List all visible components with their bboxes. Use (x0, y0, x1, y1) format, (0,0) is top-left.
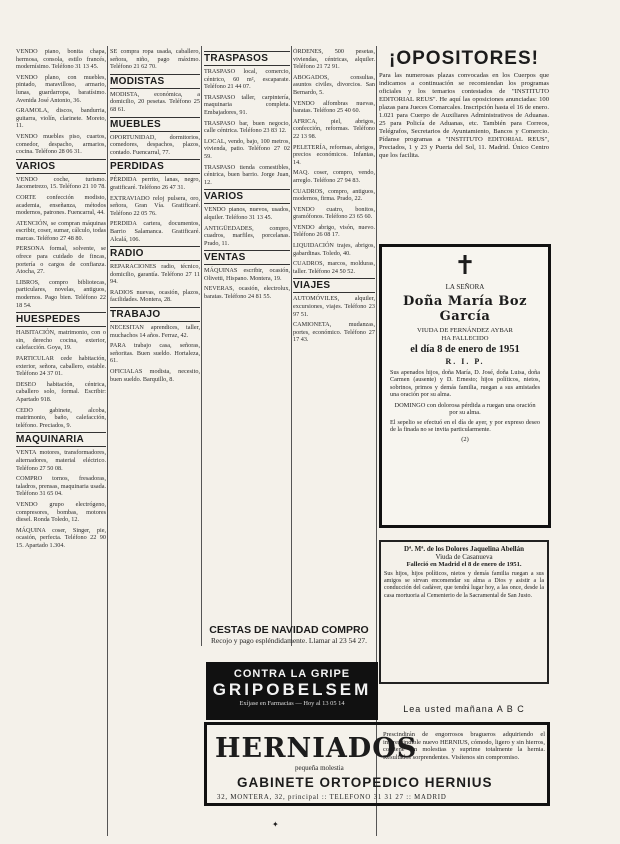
cestas-title: CESTAS DE NAVIDAD COMPRO (209, 624, 369, 636)
classified-ad: AFRICA, piel, abrigos, confección, reformas. Teléfono 22 13 98. (293, 117, 375, 140)
section-heading: TRABAJO (110, 307, 200, 322)
classified-ad: PARTICULAR cede habitación, exterior, señora, caballero, estable. Teléfono 24 37 01. (16, 355, 106, 378)
classified-ad: VENDO grupo electrógeno, compresores, bombas, motores diesel. Ronda Toledo, 12. (16, 500, 106, 524)
section-heading: MAQUINARIA (16, 432, 106, 447)
opositores-body: Para las numerosas plazas convocadas en los Cuerpos que indicamos a continuación se recomiendan los programas oficiales y los temarios contestados de "INSTITUTO EDITORIAL REUS". He aquí las oposiciones anunciadas: 100 plazas para Jueces Comarcales. Inscripción hasta el 16 de enero. 1.021 para Cuerpo de Auxiliares Administrativos de Aduanas. 25 para Policía de Aduanas, etc. También para Correos, Telégrafos, Secretarios de Ayuntamiento, Bancos y Comercio. Pídanse programas a "INSTITUTO EDITORIAL REUS", Preciados, 1 y 23 y Puerta del Sol, 11. Madrid. Único Centro que los facilita. (379, 72, 549, 159)
section-heading: VENTAS (204, 250, 290, 265)
gripo-line1: CONTRA LA GRIPE (233, 668, 351, 680)
obituary-notice-2 (379, 540, 549, 684)
classified-ad: PERSONA formal, solvente, se ofrece para cuidado de fincas, portería o cargos de confianza. Atocha, 27. (16, 245, 106, 276)
classified-ad: MÁQUINAS escribir, ocasión, Olivetti, Hispano. Montera, 19. (204, 267, 290, 282)
classified-ad: VENDO piano, bonita chapa, hermosa, consola, estilo francés, modernísimo. Teléfono 31 13 45. (16, 48, 106, 71)
classified-column-1 (16, 48, 106, 834)
classified-ad: PÉRDIDA perrito, lanas, negro, gratificaré. Teléfono 26 47 31. (110, 176, 200, 191)
classified-ad: VENDO alfombras nuevas, baratas. Teléfono 25 40 60. (293, 99, 375, 115)
column-rule (201, 46, 202, 646)
classified-ad: LIBROS, compro bibliotecas, particulares, novelas, antiguos, modernos. Pago bien. Teléfono 22 18 54. (16, 278, 106, 309)
classified-ad: ÓRDENES, 500 pesetas, viviendas, céntricas, alquiler. Teléfono 21 72 91. (293, 48, 375, 71)
obituary-text: Sus apenados hijos, doña María, D. José, doña Luisa, doña Carmen (ausente) y D. Ernesto; hijos políticos, nietos, sobrinos, primos y demás familia, ruegan a sus amistades una oración por su alma. (390, 369, 540, 399)
classified-ad: TRASPASO tienda comestibles, céntrica, buen barrio. Jorge Juan, 12. (204, 163, 290, 186)
classified-ad: SE compra ropa usada, caballero, señora, niño, pago máximo. Teléfono 21 62 70. (110, 48, 200, 71)
classified-ad: CAMIONETA, mudanzas, portes, económico. Teléfono 27 17 43. (293, 321, 375, 344)
obituary2-sub: Viuda de Casanueva (435, 553, 493, 561)
classified-ad: TRASPASO taller, carpintería, maquinaria completa. Embajadores, 91. (204, 93, 290, 116)
obituary-name: Doña María Boz García (403, 294, 527, 324)
classified-ad: COMPRO tornos, fresadoras, taladros, prensas, maquinaria usada. Teléfono 31 65 04. (16, 475, 106, 498)
hernius-ad (204, 722, 550, 806)
classified-ad: MÁQUINA coser, Singer, pie, ocasión, perfecta. Teléfono 22 90 15. Apartado 1.304. (16, 526, 106, 549)
section-heading: VARIOS (16, 159, 106, 174)
hernius-desc: Prescindirán de engorrosos bragueros adquiriendo el imprescindible nuevo HERNIUS, cómodo, ligero y sin hierros, contiene sin molestias y suprime totalmente la hernia. Resultados sorprendentes. Visítenos sin compromiso. (383, 731, 545, 761)
obituary-code: (2) (461, 436, 469, 444)
gripo-line3: Exíjase en Farmacias — Hoy al 13 05 14 (239, 700, 345, 707)
obituary-intro: LA SEÑORA (445, 283, 485, 291)
gripobelsem-ad (206, 662, 378, 720)
classified-ad: OPORTUNIDAD, dormitorios, comedores, despachos, plazos, contado. Fuencarral, 77. (110, 133, 200, 156)
classified-ad: AUTOMÓVILES, alquiler, excursiones, viajes. Teléfono 23 97 51. (293, 295, 375, 318)
classified-ad: VENDO plano, con muebles, pintado, maravilloso, armario, lunas, guardarropa, baratísimo. Avenida José Antonio, 36. (16, 73, 106, 104)
classified-ad: VENDO cuatro, bonitos, gramófonos. Teléfono 23 65 60. (293, 205, 375, 221)
classified-ad: TRASPASO local, comercio, céntrico, 60 m², escaparate. Teléfono 21 44 07. (204, 68, 290, 91)
obituary-date: el día 8 de enero de 1951 (410, 344, 520, 355)
classified-ad: LIQUIDACIÓN trajes, abrigos, gabardinas. Toledo, 40. (293, 242, 375, 257)
obituary2-date: Falleció en Madrid el 8 de enero de 1951. (406, 561, 522, 568)
section-heading: TRASPASOS (204, 51, 290, 66)
classified-ad: PELETERÍA, reformas, abrigos, precios económicos. Infantas, 14. (293, 143, 375, 166)
gripo-brand: GRIPOBELSEM (212, 680, 372, 699)
hernius-brand: HERNIADOS (215, 733, 418, 764)
column-rule (107, 46, 108, 836)
section-heading: VARIOS (204, 189, 290, 204)
classified-ad: MODISTA, económica, a domicilio, 20 pesetas. Teléfono 25 68 61. (110, 90, 200, 113)
classified-ad: PARA trabajo casa, señoras, señoritas. Buen sueldo. Hortaleza, 61. (110, 342, 200, 365)
classified-ad: CUADROS, marcos, molduras, taller. Teléfono 24 50 52. (293, 260, 375, 275)
obituary-misa: DOMINGO con dolorosa pérdida a ruegan una oración por su alma. (394, 401, 536, 416)
footer-ornament: ✦ (272, 820, 279, 829)
abc-tagline: Lea usted mañana A B C (403, 704, 525, 714)
classified-ad: RADIOS nuevas, ocasión, plazos, facilidades. Montera, 28. (110, 288, 200, 304)
classified-ad: VENDO pianos, nuevos, usados, alquiler. Teléfono 31 13 45. (204, 206, 290, 221)
classified-ad: GRAMOLA, discos, bandurria, guitarra, violín, clarinete. Moreto, 11. (16, 107, 106, 130)
section-heading: MODISTAS (110, 74, 200, 89)
section-heading: VIAJES (293, 278, 375, 293)
obituary2-text: Sus hijos, hijos políticos, nietos y demás familia ruegan a sus amigos se sirvan encomendar su alma a Dios y asistir a la conducción del cadáver, que tendrá lugar hoy, a las once, desde la casa mortuoria al Cementerio de la Sacramental de San Justo. (384, 571, 544, 599)
classified-ad: DESEO habitación, céntrica, caballero solo, formal. Escribir: Apartado 918. (16, 380, 106, 403)
classified-ad: VENDO abrigo, visón, nuevo. Teléfono 26 08 17. (293, 223, 375, 239)
opositores-ad (379, 48, 549, 160)
column-rule (291, 46, 292, 646)
classified-column-3 (204, 48, 290, 648)
classified-ad: OFICIALAS modista, necesito, buen sueldo. Barquillo, 8. (110, 368, 200, 383)
classified-ad: ANTIGÜEDADES, compro, cuadros, marfiles, porcelanas. Prado, 11. (204, 224, 290, 247)
obituary-entierro: El sepelio se efectuó en el día de ayer, y por expreso deseo de la finada no se invita particularmente. (390, 418, 540, 434)
classified-ad: MAQ. coser, compro, vendo, arreglo. Teléfono 27 94 83. (293, 169, 375, 184)
section-heading: PERDIDAS (110, 159, 200, 174)
obituary-notice (379, 244, 551, 528)
classified-ad: CEDO gabinete, alcoba, matrimonio, baño, calefacción, teléfono. Preciados, 9. (16, 406, 106, 429)
classified-ad: PERDIDA cartera, documentos, Barrio Salamanca. Gratificaré. Alcalá, 106. (110, 220, 200, 243)
classified-ad: CORTE confección modisto, academia, enseñanza, métodos modernos, patrones. Fuencarral, 44. (16, 193, 106, 217)
obituary-viuda: VIUDA DE FERNÁNDEZ AYBAR (417, 327, 513, 334)
classified-ad: NEVERAS, ocasión, electrolux, baratas. Teléfono 24 81 55. (204, 285, 290, 301)
classified-ad: ATENCIÓN, se compran máquinas escribir, coser, sumar, cálculo, todas marcas. Teléfono 27 48 80. (16, 219, 106, 242)
hernius-sub: pequeña molestia (295, 764, 344, 772)
classified-ad: CUADROS, compro, antiguos, modernos, firma. Prado, 22. (293, 187, 375, 203)
opositores-title: ¡OPOSITORES! (389, 48, 539, 69)
classified-column-4 (293, 48, 375, 648)
section-heading: RADIO (110, 246, 200, 261)
classified-ad: VENTA motores, transformadores, alternadores, material eléctrico. Teléfono 27 50 08. (16, 449, 106, 472)
classified-ad: LOCAL, vendo, bajo, 100 metros, vivienda, patio. Teléfono 27 02 59. (204, 137, 290, 160)
cross-icon: ✝ (454, 251, 476, 280)
classified-ad: NECESITAN aprendices, taller, muchachos 14 años. Ferraz, 42. (110, 324, 200, 339)
classified-ad: ABOGADOS, consultas, asuntos civiles, divorcios. San Bernardo, 5. (293, 73, 375, 96)
classified-ad: VENDO muebles piso, cuartos, comedor, despacho, armarios, cocina. Teléfono 28 06 31. (16, 132, 106, 156)
obituary-rip: R. I. P. (445, 357, 485, 366)
classified-ad: TRASPASO bar, buen negocio, calle céntrica. Teléfono 23 83 12. (204, 119, 290, 135)
classified-ad: REPARACIONES radio, técnico, domicilio, garantía. Teléfono 27 11 94. (110, 263, 200, 286)
hernius-address: 32, MONTERA, 32, principal :: TELEFONO 31 31 27 :: MADRID (217, 794, 447, 801)
classified-column-2 (110, 48, 200, 648)
hernius-gabinete: GABINETE ORTOPEDICO HERNIUS (237, 775, 493, 790)
classified-ad: HABITACIÓN, matrimonio, con o sin, derecho cocina, exterior, calefacción. Goya, 19. (16, 329, 106, 352)
classified-ad: EXTRAVIADO reloj pulsera, oro, señora, Gran Vía. Gratificaré. Teléfono 22 05 76. (110, 194, 200, 217)
classified-ad: VENDO coche, turismo. Jacometrezo, 15. Teléfono 21 10 78. (16, 175, 106, 191)
section-heading: HUESPEDES (16, 312, 106, 327)
obituary2-header: Dª. Mª. de los Dolores Jaquelina Abellán (404, 545, 524, 553)
cestas-sub: Recojo y pago espléndidamente. Llamar al 23 54 27. (211, 636, 367, 645)
section-heading: MUEBLES (110, 117, 200, 132)
obituary-fallecio: HA FALLECIDO (441, 335, 489, 342)
cestas-ad (204, 624, 374, 645)
